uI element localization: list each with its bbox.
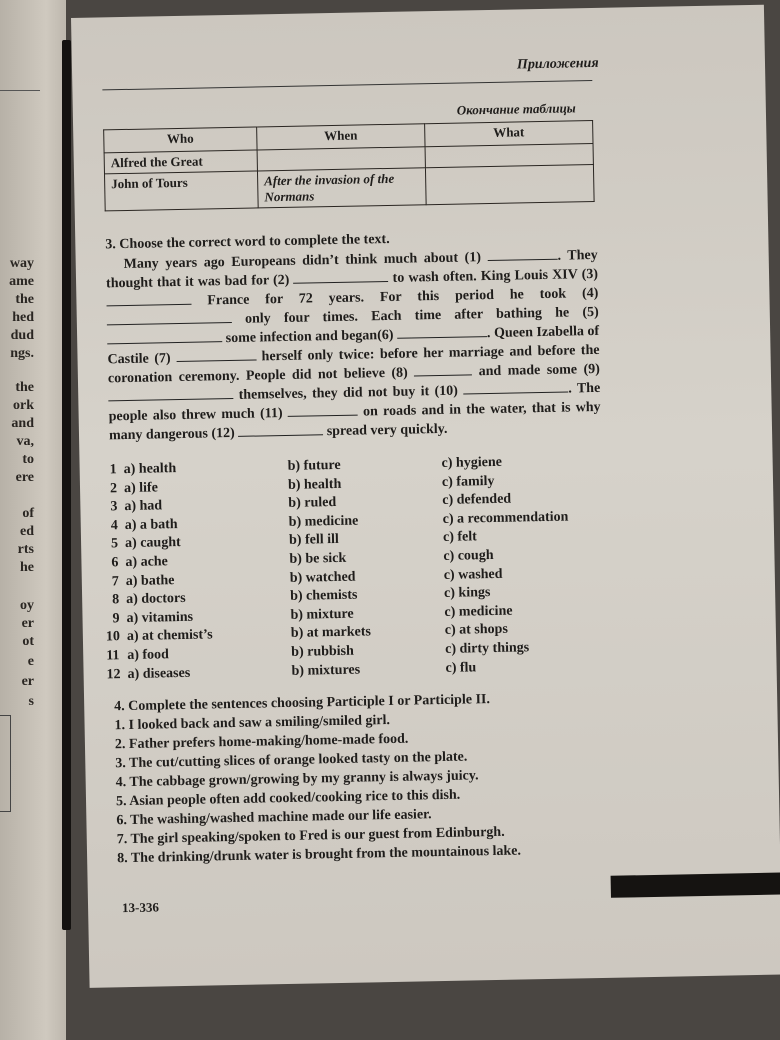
option-number: 11 xyxy=(106,648,120,664)
who-when-what-table xyxy=(103,120,594,211)
left-fragment: e xyxy=(27,654,34,669)
option-b: b) ruled xyxy=(288,495,337,512)
option-c: c) washed xyxy=(443,566,503,583)
option-number: 5 xyxy=(110,536,119,552)
exercise-3-title: 3. Choose the correct word to complete the text. xyxy=(105,231,390,253)
text-segment: only four times. Each time after bathing he (5) xyxy=(244,304,599,327)
option-c: c) dirty things xyxy=(445,640,530,657)
option-c: c) cough xyxy=(443,547,494,564)
exercise-4 xyxy=(114,688,609,868)
left-page-rule xyxy=(0,90,40,91)
left-fragment: ork xyxy=(13,398,34,413)
exercise-4-item: 1. I looked back and saw a smiling/smiled girl. xyxy=(114,713,391,734)
book-page xyxy=(71,5,780,988)
option-b: b) health xyxy=(287,476,342,493)
option-c: c) at shops xyxy=(444,622,508,639)
left-fragment: ere xyxy=(15,470,34,485)
option-number: 10 xyxy=(105,629,121,645)
left-fragment: dud xyxy=(10,328,34,343)
option-a: a) bathe xyxy=(125,572,175,589)
left-fragment: the xyxy=(15,380,34,395)
exercise-4-title: 4. Complete the sentences choosing Participle I or Participle II. xyxy=(114,692,491,715)
option-c: c) flu xyxy=(445,659,477,676)
blank-2 xyxy=(293,269,388,284)
blank-4 xyxy=(107,310,232,325)
left-fragment: hed xyxy=(12,310,34,325)
text-segment: some infection and began(6) xyxy=(225,327,394,347)
option-number: 1 xyxy=(109,462,117,478)
option-a: a) health xyxy=(123,461,177,478)
text-segment: France for 72 years. For this period he took (4) xyxy=(207,285,599,309)
option-b: b) at markets xyxy=(290,624,372,642)
text-segment: and made some (9) xyxy=(478,361,600,380)
table-header-what: What xyxy=(425,121,593,147)
table-caption: Окончание таблицы xyxy=(456,100,576,118)
left-fragment: rts xyxy=(17,542,34,557)
blank-12 xyxy=(238,422,323,437)
left-fragment: er xyxy=(21,616,34,631)
option-c: c) defended xyxy=(442,491,512,509)
option-a: a) ache xyxy=(125,554,168,571)
option-b: b) future xyxy=(287,457,341,474)
option-number: 9 xyxy=(112,610,120,627)
left-fragment: s xyxy=(28,694,34,709)
option-a: a) a bath xyxy=(124,516,178,533)
answer-options xyxy=(105,453,614,686)
table-header-when: When xyxy=(257,124,425,150)
exercise-4-item: 2. Father prefers home-making/home-made food. xyxy=(114,731,409,753)
option-a: a) diseases xyxy=(127,665,191,682)
blank-7 xyxy=(176,348,256,363)
option-b: b) mixtures xyxy=(291,662,361,679)
left-fragment: the xyxy=(15,292,34,307)
option-number: 8 xyxy=(112,592,120,608)
option-number: 12 xyxy=(106,666,121,682)
left-fragment: oy xyxy=(20,598,34,613)
option-c: c) felt xyxy=(442,529,477,546)
table-cell: Alfred the Great xyxy=(104,150,257,174)
blank-6 xyxy=(397,324,487,339)
page-number: 13-336 xyxy=(121,899,160,916)
option-b: b) mixture xyxy=(290,606,354,623)
text-segment: . The people also threw much (11) xyxy=(108,380,601,425)
blank-1 xyxy=(487,247,557,261)
option-a: a) food xyxy=(127,647,170,663)
option-b: b) rubbish xyxy=(291,643,355,660)
option-c: c) family xyxy=(441,473,495,490)
exercise-4-item: 6. The washing/washed machine made our life easier. xyxy=(116,807,432,829)
text-segment: themselves, they did not buy it (10) xyxy=(238,383,459,403)
blank-3 xyxy=(106,292,191,307)
left-fragment: ot xyxy=(22,634,34,649)
left-fragment: ngs. xyxy=(10,346,34,361)
left-fragment: ame xyxy=(9,274,34,289)
option-c: c) medicine xyxy=(444,603,513,620)
exercise-4-item: 3. The cut/cutting slices of orange looked tasty on the plate. xyxy=(115,749,468,772)
header-rule xyxy=(102,80,592,90)
left-fragment: er xyxy=(21,674,34,689)
option-c: c) kings xyxy=(443,585,491,602)
table-cell: After the invasion of the Normans xyxy=(257,168,426,208)
text-segment: on roads and in the water, that is why many dangerous (12) xyxy=(108,399,601,444)
text-segment: . Queen Izabella of Castile (7) xyxy=(107,323,600,368)
option-a: a) at chemist’s xyxy=(126,627,213,645)
left-page-box xyxy=(0,715,11,812)
left-fragment: to xyxy=(22,452,34,467)
running-header: Приложения xyxy=(516,55,599,73)
option-b: b) fell ill xyxy=(288,532,339,549)
option-a: a) caught xyxy=(124,535,181,552)
option-c: c) hygiene xyxy=(441,454,503,471)
text-segment: . They thought that it was bad for (2) xyxy=(105,247,598,292)
exercise-3-text xyxy=(106,246,602,445)
option-c: c) a recommendation xyxy=(442,509,569,527)
table-cell: John of Tours xyxy=(104,171,258,211)
text-segment: herself only twice: before her marriage and before the coronation ceremony. People did not believe (8) xyxy=(107,342,600,387)
exercise-4-item: 8. The drinking/drunk water is brought from the mountainous lake. xyxy=(117,843,522,867)
table-cell xyxy=(425,164,594,204)
option-b: b) medicine xyxy=(288,513,359,530)
exercise-3 xyxy=(105,228,601,445)
blank-5 xyxy=(107,329,222,344)
table-header-who: Who xyxy=(104,127,257,153)
blank-11 xyxy=(288,403,358,417)
exercise-4-item: 7. The girl speaking/spoken to Fred is our guest from Edinburgh. xyxy=(116,824,505,848)
left-fragment: of xyxy=(22,506,34,521)
left-fragment: and xyxy=(11,416,34,431)
left-fragment: way xyxy=(9,256,34,271)
option-b: b) watched xyxy=(289,569,356,586)
option-a: a) vitamins xyxy=(126,609,194,626)
option-a: a) had xyxy=(124,498,163,515)
blank-9 xyxy=(108,386,233,401)
option-number: 4 xyxy=(110,517,118,534)
option-b: b) chemists xyxy=(290,587,358,605)
option-number: 2 xyxy=(109,480,118,496)
text-segment: spread very quickly. xyxy=(326,421,448,440)
left-fragment: he xyxy=(20,560,34,575)
blank-10 xyxy=(463,380,568,395)
option-number: 3 xyxy=(110,499,118,515)
option-b: b) be sick xyxy=(289,550,347,567)
left-page-edge xyxy=(0,0,66,1040)
blank-8 xyxy=(414,362,472,376)
exercise-4-item: 5. Asian people often add cooked/cooking rice to this dish. xyxy=(115,787,461,810)
text-segment: to wash often. King Louis XIV (3) xyxy=(392,266,599,286)
left-fragment: va, xyxy=(16,434,34,449)
exercise-4-item: 4. The cabbage grown/growing by my granny is always juicy. xyxy=(115,768,479,791)
left-fragment: ed xyxy=(20,524,34,539)
option-number: 7 xyxy=(111,573,119,589)
option-a: a) doctors xyxy=(126,591,186,608)
book-spine-shadow xyxy=(62,40,71,930)
option-a: a) life xyxy=(123,480,159,496)
page-edge-tab xyxy=(611,873,780,898)
text-segment: Many years ago Europeans didn’t think much about (1) xyxy=(123,250,482,273)
option-number: 6 xyxy=(111,555,119,571)
